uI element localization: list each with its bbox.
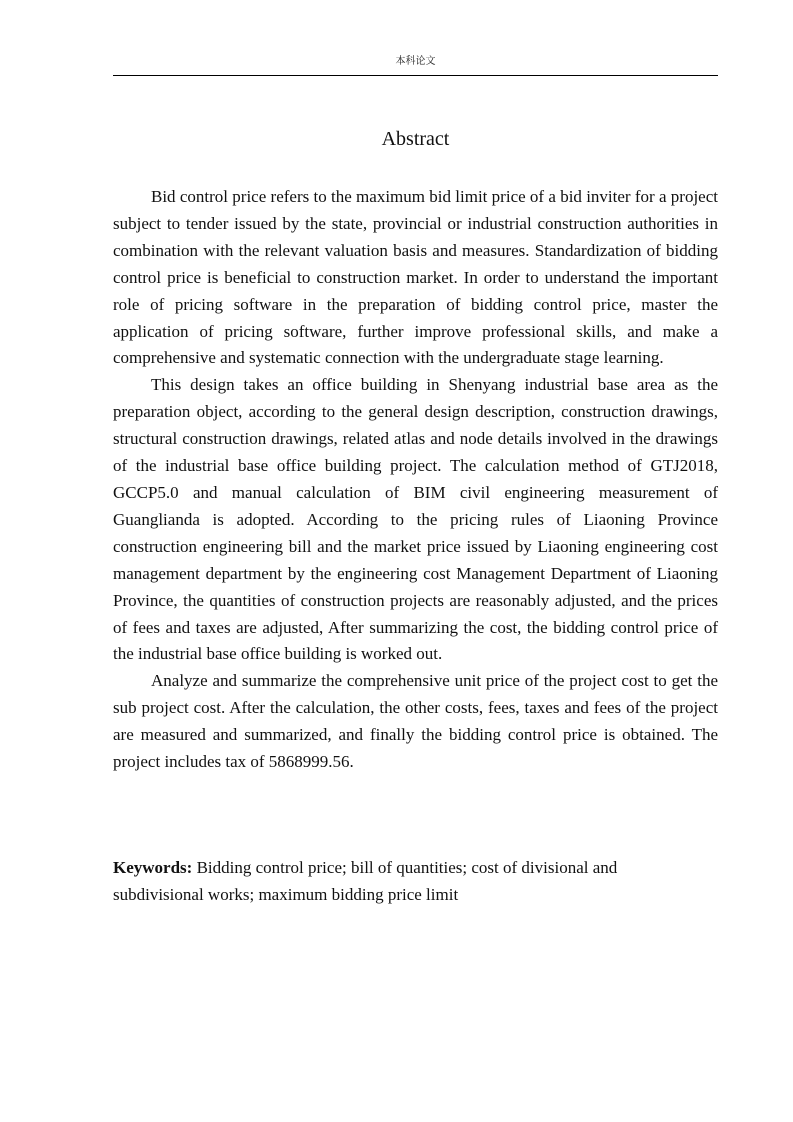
abstract-body — [113, 184, 718, 776]
keywords-line — [113, 855, 673, 909]
abstract-paragraph-2: This design takes an office building in Shenyang industrial base area as the preparation object, according to the general design description, construction drawings, structural construction drawings, related atlas and node details involved in the drawings of the industrial base office building project. The calculation method of GTJ2018, GCCP5.0 and manual calculation of BIM civil engineering measurement of Guanglianda is adopted. According to the pricing rules of Liaoning Province construction engineering bill and the market price issued by Liaoning engineering cost management department by the engineering cost Management Department of Liaoning Province, the quantities of construction projects are reasonably adjusted, and the prices of fees and taxes are adjusted, After summarizing the cost, the bidding control price of the industrial base office building is worked out. — [113, 375, 718, 664]
keywords-text: Bidding control price; bill of quantities; cost of divisional and subdivisional works; maximum bidding price limit — [113, 858, 618, 904]
keywords-label: Keywords: — [113, 858, 193, 877]
running-header-title: 本科论文 — [395, 56, 436, 67]
abstract-paragraph-1: Bid control price refers to the maximum bid limit price of a bid inviter for a project subject to tender issued by the state, provincial or industrial construction authorities in combination with the relevant valuation basis and measures. Standardization of bidding control price is beneficial to construction market. In order to understand the important role of pricing software in the preparation of bidding control price, master the application of pricing software, further improve professional skills, and make a comprehensive and systematic connection with the undergraduate stage learning. — [113, 187, 718, 368]
running-header — [113, 56, 718, 76]
abstract-title: Abstract — [381, 128, 450, 150]
abstract-paragraph-3: Analyze and summarize the comprehensive unit price of the project cost to get the sub project cost. After the calculation, the other costs, fees, taxes and fees of the project are measured and summarized, and finally the bidding control price is obtained. The project includes tax of 5868999.56. — [113, 671, 718, 772]
